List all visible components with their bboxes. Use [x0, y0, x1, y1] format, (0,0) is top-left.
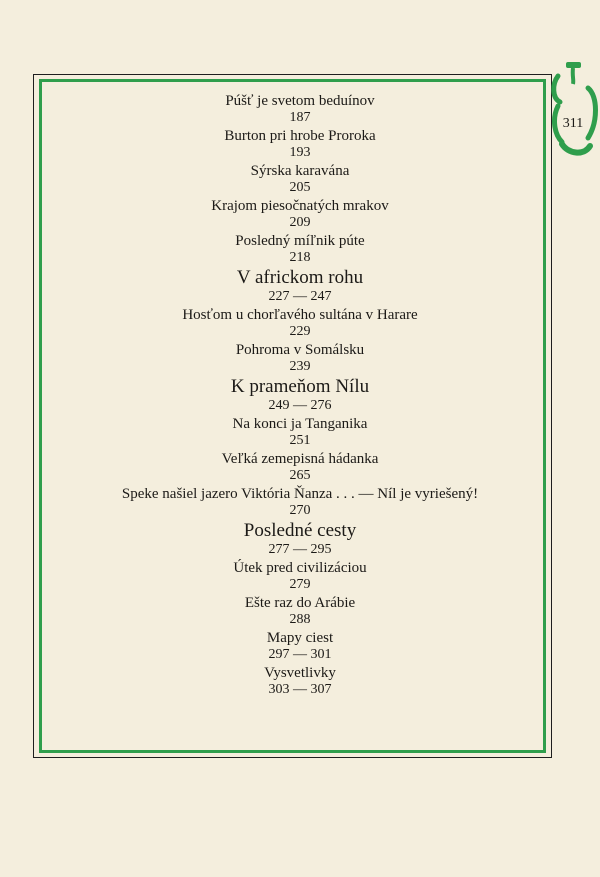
table-of-contents [0, 92, 600, 699]
toc-entry [0, 415, 600, 448]
toc-title: Hosťom u chorľavého sultána v Harare [182, 307, 418, 323]
toc-pages: 277 — 295 [268, 542, 332, 557]
toc-pages: 270 [289, 503, 311, 518]
toc-section-heading [0, 267, 600, 304]
toc-entry [0, 559, 600, 592]
toc-title: Vysvetlivky [264, 665, 336, 681]
toc-title: Na konci ja Tanganika [232, 416, 368, 432]
toc-entry [0, 594, 600, 627]
toc-pages: 209 [289, 215, 311, 230]
toc-title: Posledný míľnik púte [235, 233, 365, 249]
toc-title: Ešte raz do Arábie [244, 595, 356, 611]
toc-pages: 297 — 301 [268, 647, 332, 662]
toc-pages: 265 [289, 468, 311, 483]
toc-section-heading [0, 520, 600, 557]
toc-pages: 239 [289, 359, 311, 374]
toc-pages: 218 [289, 250, 311, 265]
toc-title: Mapy ciest [266, 630, 334, 646]
toc-entry [0, 664, 600, 697]
toc-title: Burton pri hrobe Proroka [224, 128, 376, 144]
toc-section-heading [0, 376, 600, 413]
toc-entry [0, 629, 600, 662]
toc-title: Púšť je svetom beduínov [225, 93, 375, 109]
toc-pages: 251 [289, 433, 311, 448]
toc-entry [0, 306, 600, 339]
toc-pages: 205 [289, 180, 311, 195]
toc-entry [0, 450, 600, 483]
toc-pages: 229 [289, 324, 311, 339]
toc-title: Útek pred civilizáciou [233, 560, 367, 576]
toc-pages: 279 [289, 577, 311, 592]
toc-pages: 187 [289, 110, 311, 125]
toc-entry [0, 92, 600, 125]
toc-title: Posledné cesty [243, 520, 357, 541]
toc-entry [0, 127, 600, 160]
toc-entry [0, 162, 600, 195]
toc-pages: 249 — 276 [268, 398, 332, 413]
toc-title: K prameňom Nílu [230, 376, 370, 397]
toc-title: Veľká zemepisná hádanka [221, 451, 379, 467]
toc-title: Krajom piesočnatých mrakov [211, 198, 389, 214]
page-number: 311 [562, 116, 584, 131]
toc-pages: 288 [289, 612, 311, 627]
toc-pages: 227 — 247 [268, 289, 332, 304]
toc-title: Pohroma v Somálsku [235, 342, 365, 358]
toc-title: Speke našiel jazero Viktória Ňanza . . . — Níl je vyriešený! [121, 486, 479, 502]
toc-pages: 303 — 307 [268, 682, 332, 697]
toc-entry [0, 485, 600, 518]
toc-pages: 193 [289, 145, 311, 160]
toc-entry [0, 341, 600, 374]
toc-title: Sýrska karavána [250, 163, 350, 179]
toc-entry [0, 232, 600, 265]
toc-entry [0, 197, 600, 230]
toc-title: V africkom rohu [236, 267, 364, 288]
